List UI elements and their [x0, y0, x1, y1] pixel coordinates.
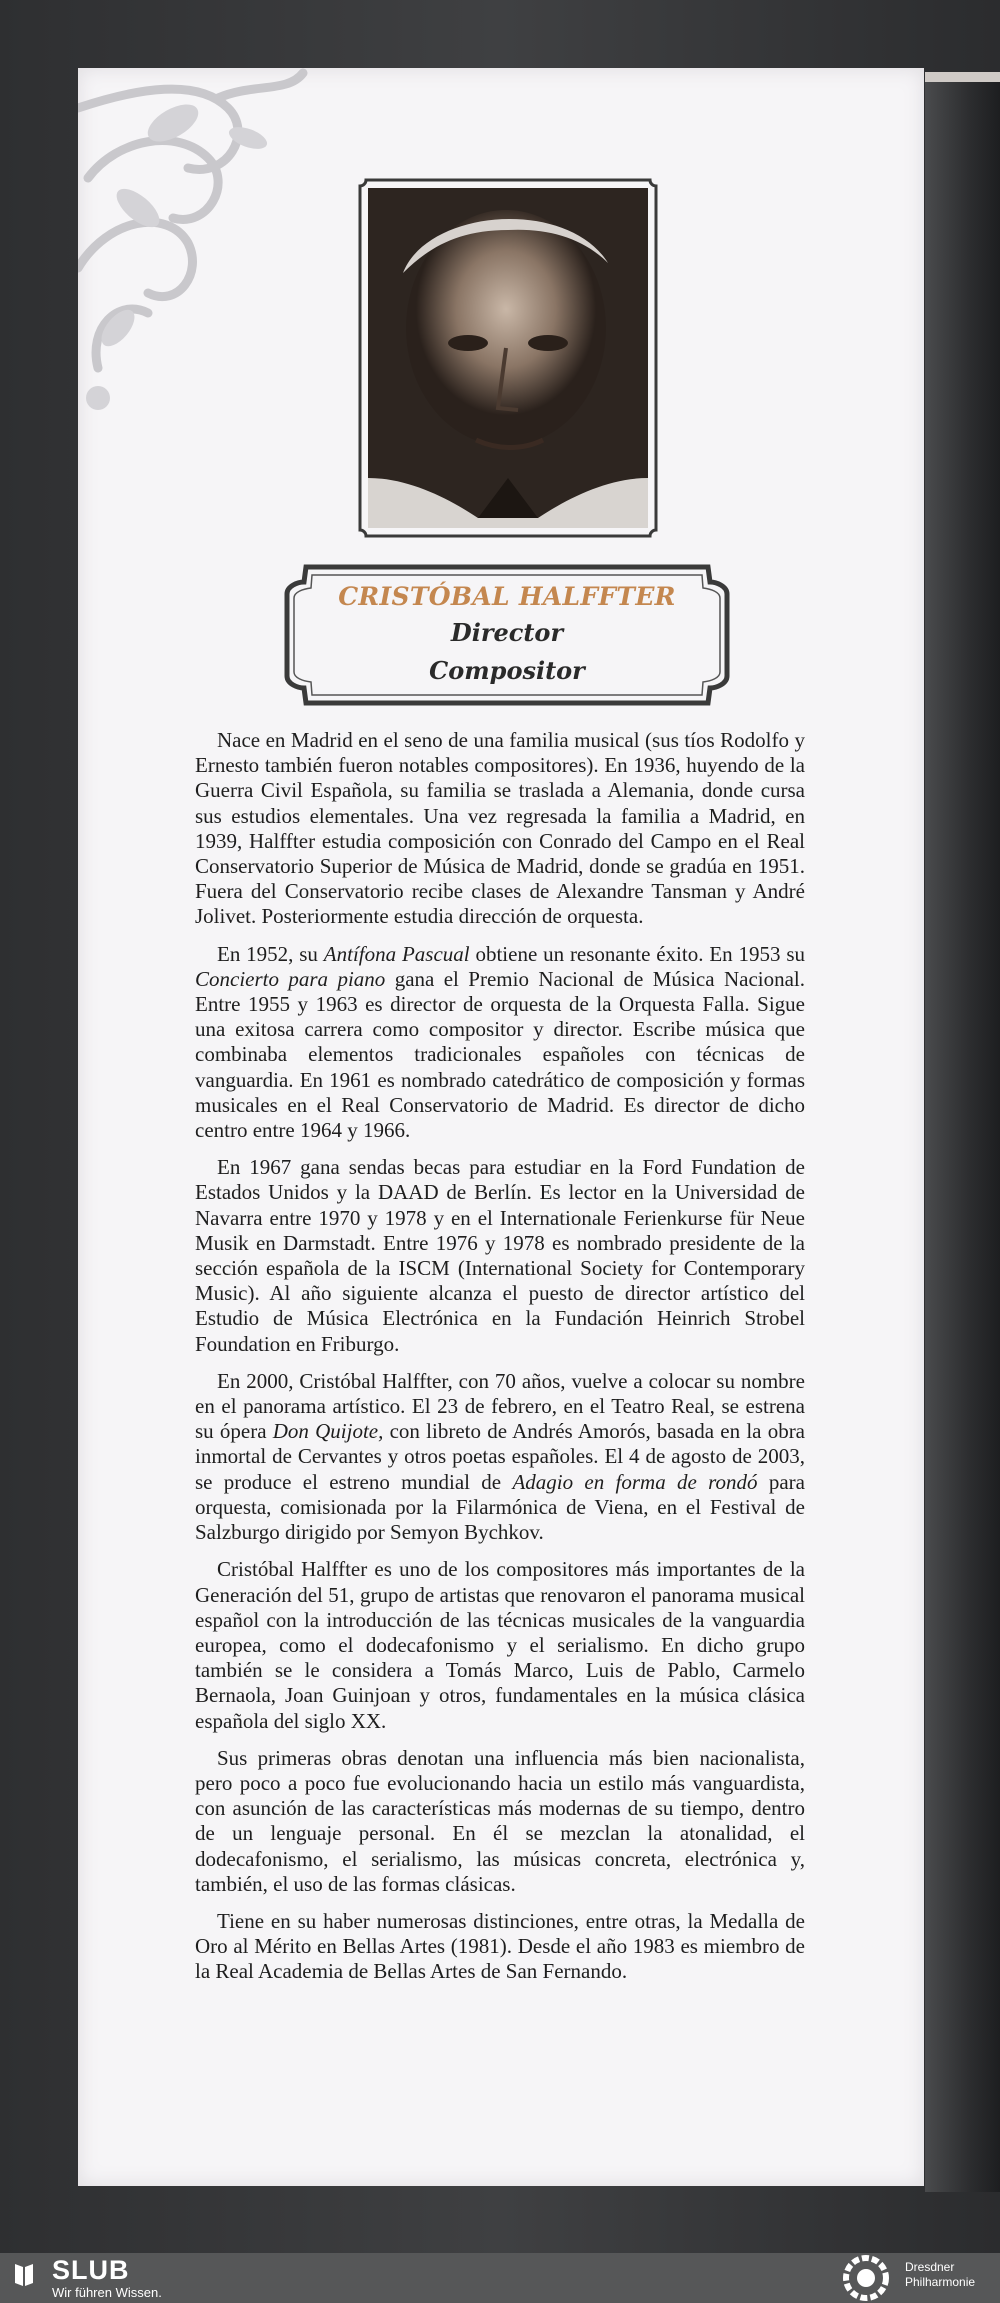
- paragraph-1: Nace en Madrid en el seno de una familia musical (sus tíos Rodolfo y Ernesto también fueron notables compositores). En 1936, huyendo de la Guerra Civil Española, su familia se traslada a Alemania, donde cursa sus estudios elementales. Una vez regresada la familia a Madrid, en 1939, Halffter estudia composición con Conrado del Campo en el Real Conservatorio Superior de Música de Madrid, donde se gradúa en 1951. Fuera del Conservatorio recibe clases de Alexandre Tansman y André Jolivet. Posteriormente estudia dirección de orquesta.: [195, 728, 805, 929]
- slub-logo-text[interactable]: SLUB: [52, 2255, 130, 2285]
- philharmonie-logo-text[interactable]: Dresdner Philharmonie: [905, 2260, 976, 2289]
- document-page: [78, 68, 924, 2186]
- ornament-swirl-decoration: [78, 68, 308, 428]
- philharmonie-logo-icon[interactable]: [840, 2253, 892, 2303]
- work-title-don-quijote: Don Quijote,: [272, 1419, 384, 1444]
- paragraph-5: Cristóbal Halffter es uno de los compositores más importantes de la Generación del 51, grupo de artistas que renovaron el panorama musical español con la introducción de las técnicas musicales de la vanguardia europea, como el dodecafonismo y el serialismo. En dicho grupo también se le considera a Tomás Marco, Luis de Pablo, Carmelo Bernaola, Joan Guinjoan y otros, fundamentales en la música clásica española del siglo XX.: [195, 1557, 805, 1733]
- paragraph-4: En 2000, Cristóbal Halffter, con 70 años, vuelve a colocar su nombre en el panorama artístico. El 23 de febrero, en el Teatro Real, se estrena su ópera Don Quijote, con libreto de Andrés Amorós, basada en la obra inmortal de Cervantes y otros poetas españoles. El 4 de agosto de 2003, se produce el estreno mundial de Adagio en forma de rondó para orquesta, comisionada por la Filarmónica de Viena, en el Festival de Salzburgo dirigido por Semyon Bychkov.: [195, 1368, 806, 1545]
- back-cover-edge: [925, 72, 1000, 2192]
- biography-text: [195, 728, 805, 1997]
- paragraph-6: Sus primeras obras denotan una influencia más bien nacionalista, pero poco a poco fue evolucionando hacia un estilo más vanguardista, con asunción de las características más modernas de su tiempo, dentro de un lenguaje personal. En él se mezclan la atonalidad, el dodecafonismo, el serialismo, las músicas concreta, electrónica y, también, el uso de las formas clásicas.: [195, 1745, 805, 1896]
- role-director: Director: [450, 618, 564, 647]
- work-title-adagio: Adagio en forma de rondó: [512, 1469, 758, 1494]
- portrait-photo: [358, 178, 658, 538]
- paragraph-7: Tiene en su haber numerosas distinciones, entre otras, la Medalla de Oro al Mérito en Bellas Artes (1981). Desde el año 1983 es miembro de la Real Academia de Bellas Artes de San Fernando.: [195, 1908, 805, 1984]
- slub-book-icon: [13, 2261, 35, 2287]
- paragraph-3: En 1967 gana sendas becas para estudiar en la Ford Fundation de Estados Unidos y la DAAD de Berlín. Es lector en la Universidad de Navarra entre 1970 y 1978 y en el Internationale Ferienkurse für Neue Musik en Darmstadt. Entre 1976 y 1978 es nombrado presidente de la sección española de la ISCM (International Society for Contemporary Music). Al año siguiente alcanza el puesto de director artístico del Estudio de Música Electrónica en la Fundación Heinrich Strobel Foundation en Friburgo.: [195, 1155, 805, 1356]
- work-title-concierto: Concierto para piano: [195, 966, 386, 991]
- name-title-box: [284, 564, 730, 706]
- paragraph-2: En 1952, su Antífona Pascual obtiene un resonante éxito. En 1953 su Concierto para piano gana el Premio Nacional de Música Nacional. Entre 1955 y 1963 es director de orquesta de la Orquesta Falla. Sigue una exitosa carrera como compositor y director. Escribe música que combinaba elementos tradicionales españoles con técnicas de vanguardia. En 1961 es nombrado catedrático de composición y formas musicales en el Real Conservatorio de Madrid. Es director de dicho centro entre 1964 y 1966.: [195, 941, 805, 1143]
- slub-tagline: Wir führen Wissen.: [52, 2285, 162, 2300]
- role-composer: Compositor: [429, 656, 585, 685]
- composer-name: CRISTÓBAL HALFFTER: [338, 582, 676, 611]
- work-title-antifona: Antífona Pascual: [323, 941, 470, 966]
